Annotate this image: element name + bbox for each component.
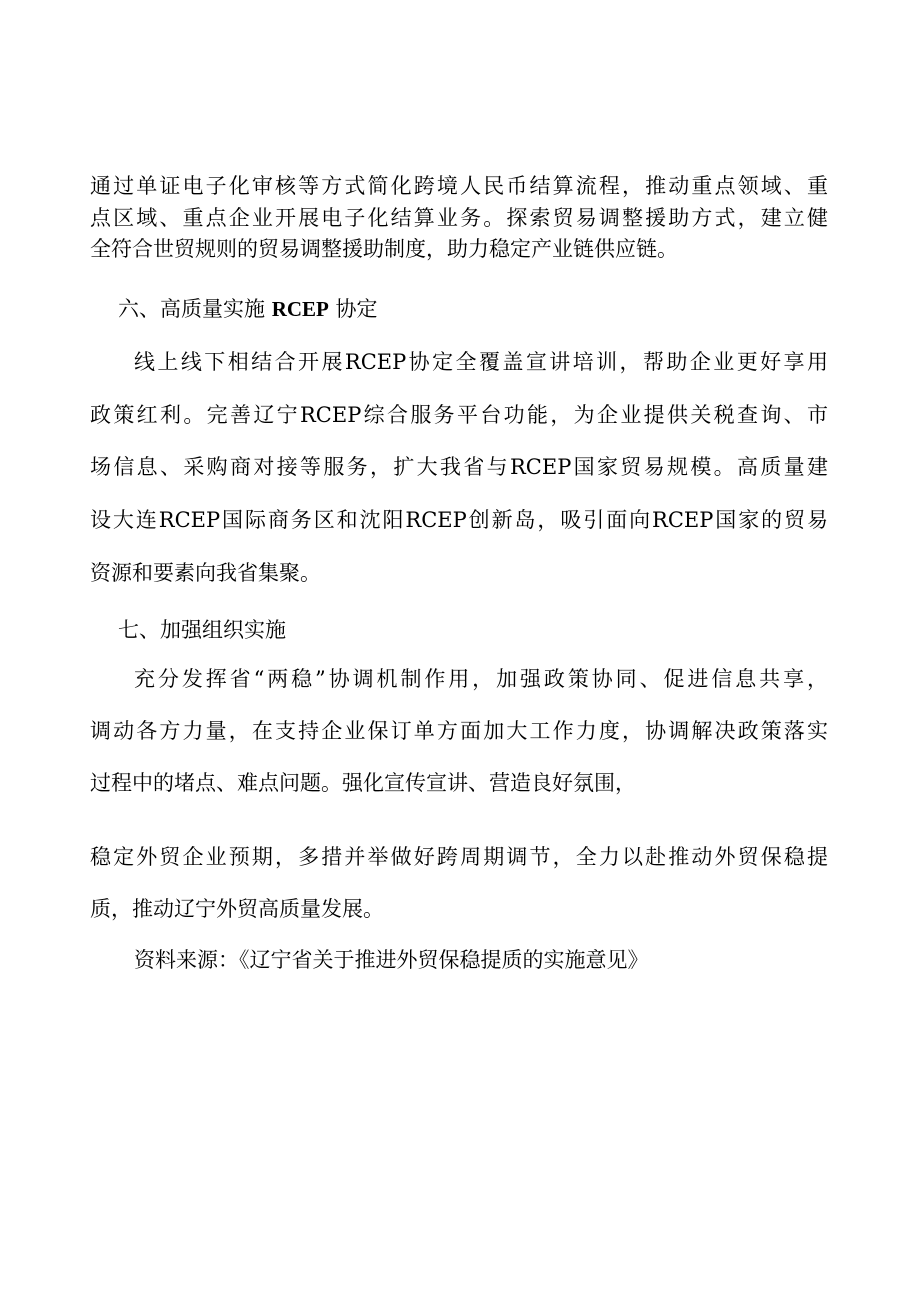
paragraph-line: 调动各方力量，在支持企业保订单方面加大工作力度，协调解决政策落实 bbox=[90, 719, 828, 743]
paragraph-line: 设大连RCEP国际商务区和沈阳RCEP创新岛，吸引面向RCEP国家的贸易 bbox=[90, 508, 828, 532]
section-heading-6 bbox=[118, 296, 818, 322]
paragraph-line: 通过单证电子化审核等方式简化跨境人民币结算流程，推动重点领域、重 bbox=[90, 174, 828, 198]
paragraph-line: 质，推动辽宁外贸高质量发展。 bbox=[90, 897, 384, 921]
paragraph-line: 稳定外贸企业预期，多措并举做好跨周期调节，全力以赴推动外贸保稳提 bbox=[90, 845, 828, 869]
paragraph-line: 全符合世贸规则的贸易调整援助制度，助力稳定产业链供应链。 bbox=[90, 237, 678, 261]
paragraph-line: 资源和要素向我省集聚。 bbox=[90, 561, 321, 585]
section-heading-7: 七、加强组织实施 bbox=[118, 618, 286, 642]
heading-prefix: 六、高质量实施 bbox=[118, 297, 265, 321]
source-citation: 资料来源：《辽宁省关于推进外贸保稳提质的实施意见》 bbox=[134, 948, 649, 972]
paragraph-line: 过程中的堵点、难点问题。强化宣传宣讲、营造良好氛围， bbox=[90, 771, 636, 795]
heading-suffix: 协定 bbox=[335, 297, 378, 321]
paragraph-line: 点区域、重点企业开展电子化结算业务。探索贸易调整援助方式，建立健 bbox=[90, 206, 828, 230]
paragraph-line: 政策红利。完善辽宁RCEP综合服务平台功能，为企业提供关税查询、市 bbox=[90, 403, 828, 427]
paragraph-line: 线上线下相结合开展RCEP协定全覆盖宣讲培训，帮助企业更好享用 bbox=[134, 350, 828, 374]
paragraph-line: 充分发挥省“两稳”协调机制作用，加强政策协同、促进信息共享， bbox=[134, 667, 828, 691]
paragraph-line: 场信息、采购商对接等服务，扩大我省与RCEP国家贸易规模。高质量建 bbox=[90, 455, 828, 479]
heading-strong-text: RCEP bbox=[271, 297, 329, 321]
